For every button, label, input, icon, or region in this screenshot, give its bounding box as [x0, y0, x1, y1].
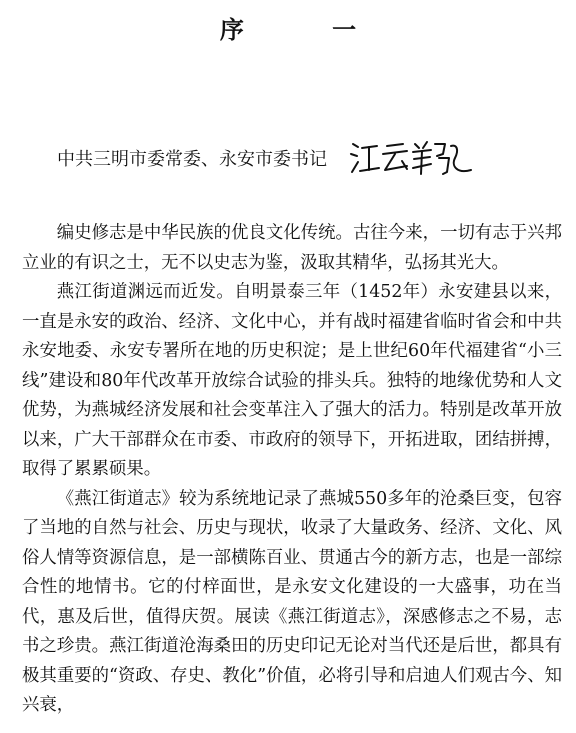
- preface-title: 序 一: [219, 16, 397, 44]
- author-position: 中共三明市委常委、永安市委书记: [57, 149, 327, 170]
- paragraph-3: 《燕江街道志》较为系统地记录了燕城550多年的沧桑巨变，包容了当地的自然与社会、历史与现状，收录了大量政务、经济、文化、风俗人情等资源信息，是一部横陈百业、贯通古今的新方志，也是一部综合性的地情书。它的付梓面世，是永安文化建设的一大盛事，功在当代，惠及后世，值得庆贺。展读《燕江街道志》，深感修志之不易，志书之珍贵。燕江街道沧海桑田的历史印记无论对当代还是后世，都具有极其重要的“资政、存史、教化”价值，必将引导和启迪人们观古今、知兴衰，: [22, 488, 562, 715]
- paragraph-1: 编史修志是中华民族的优良文化传统。古往今来，一切有志于兴邦立业的有识之士，无不以史志为鉴，汲取其精华，弘扬其光大。: [22, 223, 562, 273]
- preface-body: [22, 219, 562, 721]
- paragraph-2: 燕江街道渊远而近发。自明景泰三年（1452年）永安建县以来，一直是永安的政治、经济、文化中心，并有战时福建省临时省会和中共永安地委、永安专署所在地的历史积淀；是上世纪60年代福建省“小三线”建设和80年代改革开放综合试验的排头兵。独特的地缘优势和人文优势，为燕城经济发展和社会变革注入了强大的活力。特别是改革开放以来，广大干部群众在市委、市政府的领导下，开拓进取，团结拼搏，取得了累累硕果。: [22, 282, 562, 479]
- handwritten-signature: [347, 136, 477, 180]
- author-line: [57, 143, 477, 173]
